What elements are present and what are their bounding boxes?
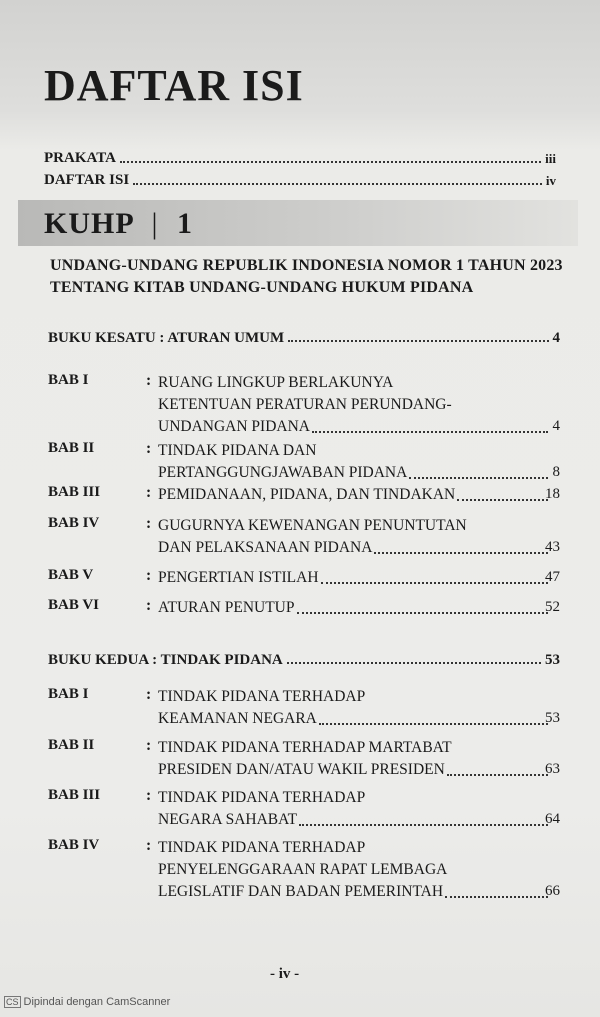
chapter-title: [158, 787, 550, 831]
chapter-colon: :: [146, 440, 152, 457]
chapter-title: [158, 515, 550, 559]
chapter-page: 8: [552, 464, 560, 480]
chapter-colon: :: [146, 737, 152, 754]
chapter-title-line: [158, 759, 550, 781]
chapter-title-text: KEAMANAN NEGARA: [158, 710, 317, 727]
section-number: 1: [177, 207, 194, 240]
dot-leader: [321, 582, 548, 584]
chapter-page: 63: [545, 761, 560, 777]
chapter-title-line: [158, 708, 550, 730]
book-page: 4: [552, 330, 560, 346]
chapter-label: BAB I: [48, 372, 89, 388]
chapter-title-line: [158, 462, 550, 484]
chapter-colon: :: [146, 372, 152, 389]
chapter-title-text: PENYELENGGARAAN RAPAT LEMBAGA: [158, 861, 448, 878]
dot-leader: [374, 552, 548, 554]
chapter-title: [158, 737, 550, 781]
section-name: KUHP: [44, 207, 134, 240]
section-separator: |: [151, 207, 159, 240]
chapter-title-text: UNDANGAN PIDANA: [158, 418, 310, 435]
chapter-title-line: [158, 515, 550, 537]
chapter-page: 66: [545, 883, 560, 899]
front-matter-prakata: [44, 150, 556, 167]
chapter-title-line: [158, 484, 550, 506]
chapter-title-line: [158, 394, 550, 416]
chapter-label: BAB III: [48, 484, 101, 500]
chapter-title-line: [158, 787, 550, 809]
front-matter-label: DAFTAR ISI: [44, 172, 130, 188]
book-title: BUKU KESATU : ATURAN UMUM: [48, 330, 285, 346]
dot-leader: [287, 662, 541, 664]
front-matter-page: iv: [545, 173, 556, 188]
camscanner-logo-icon: CS: [6, 997, 19, 1007]
chapter-colon: :: [146, 484, 152, 501]
scanner-text: Dipindai dengan CamScanner: [23, 996, 171, 1008]
chapter-title-text: ATURAN PENUTUP: [158, 599, 295, 616]
chapter-title-text: TINDAK PIDANA TERHADAP: [158, 789, 366, 806]
dot-leader: [312, 431, 548, 433]
chapter-title-line: [158, 567, 550, 589]
chapter-title-text: DAN PELAKSANAAN PIDANA: [158, 539, 373, 556]
chapter-title-line: [158, 809, 550, 831]
chapter-colon: :: [146, 686, 152, 703]
dot-leader: [133, 183, 542, 185]
dot-leader: [299, 824, 548, 826]
section-banner-text: [44, 207, 193, 241]
chapter-title-text: NEGARA SAHABAT: [158, 811, 298, 828]
chapter-title-line: [158, 881, 550, 903]
chapter-title: [158, 597, 550, 619]
scanner-watermark: [4, 996, 170, 1008]
front-matter-page: iii: [545, 151, 556, 166]
chapter-colon: :: [146, 837, 152, 854]
chapter-title-line: [158, 537, 550, 559]
chapter-title-line: [158, 597, 550, 619]
book-page: 53: [545, 652, 560, 668]
chapter-page: 18: [545, 486, 560, 502]
book1-heading: [48, 330, 560, 347]
chapter-colon: :: [146, 567, 152, 584]
chapter-label: BAB I: [48, 686, 89, 702]
front-matter-daftar-isi: [44, 172, 556, 189]
chapter-title-text: RUANG LINGKUP BERLAKUNYA: [158, 374, 394, 391]
chapter-title-line: [158, 416, 550, 438]
chapter-title-text: TINDAK PIDANA TERHADAP: [158, 839, 366, 856]
chapter-title-line: [158, 837, 550, 859]
dot-leader: [447, 774, 548, 776]
chapter-label: BAB II: [48, 440, 95, 456]
chapter-title-text: GUGURNYA KEWENANGAN PENUNTUTAN: [158, 517, 467, 534]
book-title: BUKU KEDUA : TINDAK PIDANA: [48, 652, 283, 668]
chapter-label: BAB IV: [48, 837, 100, 853]
dot-leader: [319, 723, 548, 725]
dot-leader: [297, 612, 549, 614]
chapter-title-text: PEMIDANAAN, PIDANA, DAN TINDAKAN: [158, 486, 456, 503]
chapter-label: BAB II: [48, 737, 95, 753]
chapter-label: BAB VI: [48, 597, 99, 613]
chapter-label: BAB IV: [48, 515, 100, 531]
chapter-title: [158, 837, 550, 903]
chapter-page: 4: [552, 418, 560, 434]
chapter-title: [158, 440, 550, 484]
dot-leader: [457, 499, 548, 501]
chapter-title-text: TINDAK PIDANA TERHADAP MARTABAT: [158, 739, 452, 756]
chapter-title-text: KETENTUAN PERATURAN PERUNDANG-: [158, 396, 452, 413]
dot-leader: [288, 340, 548, 342]
chapter-title: [158, 372, 550, 438]
page-title: DAFTAR ISI: [44, 61, 304, 110]
chapter-title-text: TINDAK PIDANA DAN: [158, 442, 317, 459]
footer-page-number: - iv -: [270, 966, 300, 982]
book2-heading: [48, 652, 560, 669]
chapter-label: BAB V: [48, 567, 94, 583]
chapter-title-text: PERTANGGUNGJAWABAN PIDANA: [158, 464, 408, 481]
chapter-page: 53: [545, 710, 560, 726]
chapter-page: 52: [545, 599, 560, 615]
chapter-title-text: LEGISLATIF DAN BADAN PEMERINTAH: [158, 883, 444, 900]
chapter-title-line: [158, 440, 550, 462]
chapter-label: BAB III: [48, 787, 101, 803]
dot-leader: [445, 896, 548, 898]
chapter-page: 47: [545, 569, 560, 585]
dot-leader: [409, 477, 548, 479]
chapter-page: 43: [545, 539, 560, 555]
chapter-title: [158, 686, 550, 730]
chapter-title-line: [158, 372, 550, 394]
chapter-title: [158, 567, 550, 589]
chapter-title-line: [158, 737, 550, 759]
front-matter-label: PRAKATA: [44, 150, 116, 166]
chapter-title-text: PENGERTIAN ISTILAH: [158, 569, 319, 586]
chapter-title-line: [158, 686, 550, 708]
chapter-page: 64: [545, 811, 560, 827]
chapter-title-text: TINDAK PIDANA TERHADAP: [158, 688, 366, 705]
dot-leader: [120, 161, 541, 163]
chapter-colon: :: [146, 787, 152, 804]
chapter-title: [158, 484, 550, 506]
law-title: UNDANG-UNDANG REPUBLIK INDONESIA NOMOR 1 TAHUN 2023 TENTANG KITAB UNDANG-UNDANG HUKUM PIDANA: [50, 257, 563, 296]
chapter-colon: :: [146, 597, 152, 614]
chapter-title-line: [158, 859, 550, 881]
chapter-colon: :: [146, 515, 152, 532]
chapter-title-text: PRESIDEN DAN/ATAU WAKIL PRESIDEN: [158, 761, 445, 778]
